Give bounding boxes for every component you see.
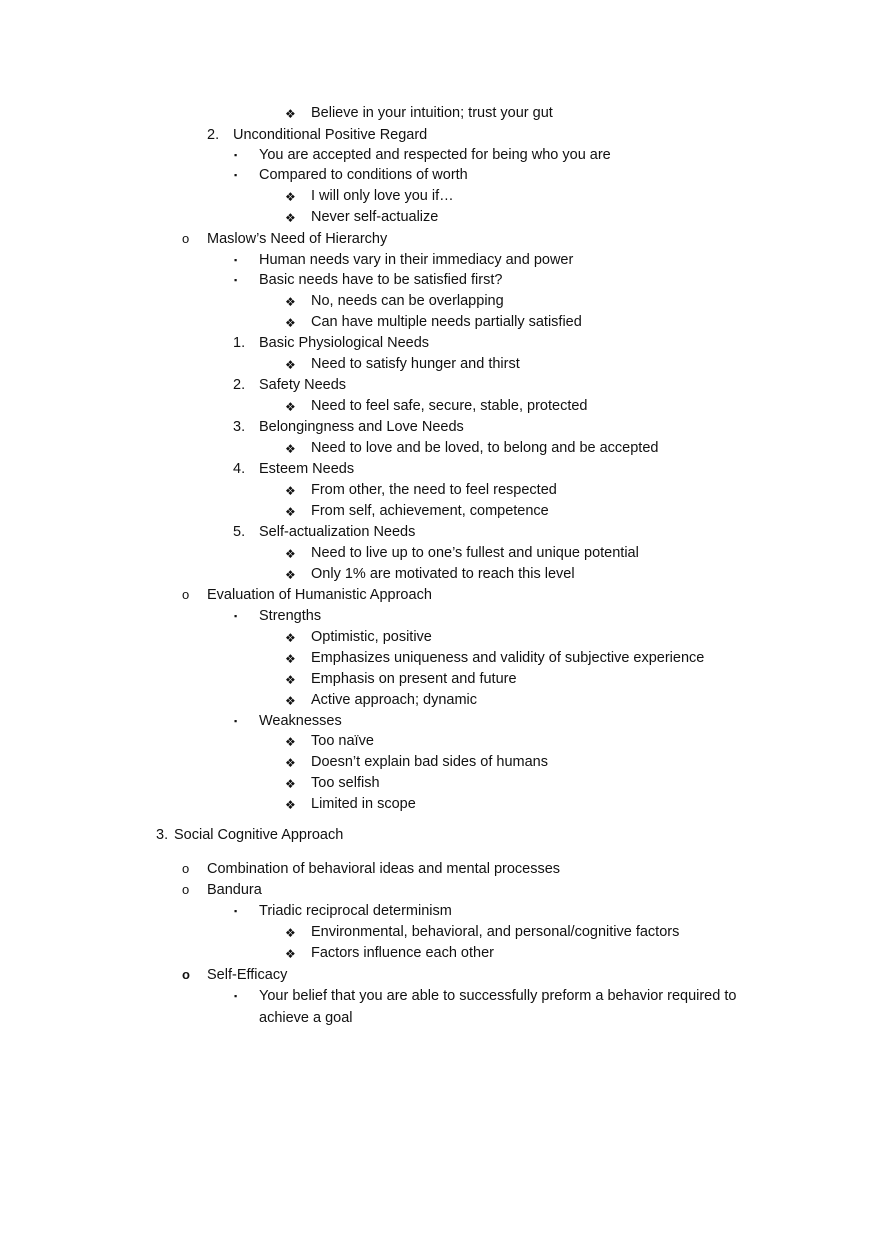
section-number: 3. — [156, 827, 169, 843]
diamond-bullet-icon: ❖ — [285, 484, 296, 498]
list-item-text: Basic Physiological Needs — [259, 335, 430, 351]
section-heading: Social Cognitive Approach — [174, 827, 344, 843]
diamond-bullet-icon: ❖ — [285, 358, 296, 372]
list-item-text: Unconditional Positive Regard — [233, 127, 428, 143]
diamond-bullet-icon: ❖ — [285, 190, 296, 204]
diamond-bullet-icon: ❖ — [285, 652, 296, 666]
diamond-bullet-icon: ❖ — [285, 442, 296, 456]
list-item-text: Bandura — [207, 882, 262, 898]
list-item-text: Believe in your intuition; trust your gut — [311, 105, 553, 121]
circle-bullet-icon: o — [182, 882, 190, 897]
diamond-bullet-icon: ❖ — [285, 777, 296, 791]
square-bullet-icon: ▪ — [234, 611, 238, 621]
list-item-text: Need to feel safe, secure, stable, protected — [311, 398, 588, 414]
diamond-bullet-icon: ❖ — [285, 798, 296, 812]
diamond-bullet-icon: ❖ — [285, 547, 296, 561]
list-item-text: Safety Needs — [259, 377, 347, 393]
diamond-bullet-icon: ❖ — [285, 926, 296, 940]
square-bullet-icon: ▪ — [234, 716, 238, 726]
list-item-text: Strengths — [259, 608, 322, 624]
diamond-bullet-icon: ❖ — [285, 295, 296, 309]
list-number: 2. — [207, 127, 220, 143]
list-item-text: Your belief that you are able to successfully preform a behavior required to achieve a goal — [259, 988, 737, 1026]
circle-bullet-icon: o — [182, 861, 190, 876]
list-item-text: Factors influence each other — [311, 945, 494, 961]
diamond-bullet-icon: ❖ — [285, 505, 296, 519]
list-item-text: No, needs can be overlapping — [311, 293, 504, 309]
list-number: 5. — [233, 524, 246, 540]
circle-bullet-icon: o — [182, 967, 190, 982]
list-item-text: Never self-actualize — [311, 209, 439, 225]
list-item-text: Too selfish — [311, 775, 380, 791]
list-number: 3. — [233, 419, 246, 435]
list-item-text: Need to love and be loved, to belong and be accepted — [311, 440, 659, 456]
list-item-text: Weaknesses — [259, 713, 342, 729]
diamond-bullet-icon: ❖ — [285, 400, 296, 414]
list-item-text: Belongingness and Love Needs — [259, 419, 464, 435]
list-item-text: Too naïve — [311, 733, 374, 749]
list-item-text: You are accepted and respected for being who you are — [259, 147, 611, 163]
diamond-bullet-icon: ❖ — [285, 673, 296, 687]
list-item-text: Only 1% are motivated to reach this level — [311, 566, 575, 582]
list-item-text: I will only love you if… — [311, 188, 454, 204]
list-item-text: Doesn’t explain bad sides of humans — [311, 754, 548, 770]
list-item-text: Emphasis on present and future — [311, 671, 517, 687]
diamond-bullet-icon: ❖ — [285, 211, 296, 225]
circle-bullet-icon: o — [182, 231, 190, 246]
list-item-text: Emphasizes uniqueness and validity of subjective experience — [311, 650, 705, 666]
list-item-text: Evaluation of Humanistic Approach — [207, 587, 432, 603]
list-item-text: Can have multiple needs partially satisfied — [311, 314, 582, 330]
list-number: 2. — [233, 377, 246, 393]
circle-bullet-icon: o — [182, 587, 190, 602]
list-item-text: Need to live up to one’s fullest and unique potential — [311, 545, 639, 561]
diamond-bullet-icon: ❖ — [285, 316, 296, 330]
diamond-bullet-icon: ❖ — [285, 107, 296, 121]
list-item-text: From other, the need to feel respected — [311, 482, 557, 498]
list-item-text: Compared to conditions of worth — [259, 167, 468, 183]
diamond-bullet-icon: ❖ — [285, 568, 296, 582]
diamond-bullet-icon: ❖ — [285, 947, 296, 961]
diamond-bullet-icon: ❖ — [285, 756, 296, 770]
list-item-text: Active approach; dynamic — [311, 692, 478, 708]
diamond-bullet-icon: ❖ — [285, 694, 296, 708]
list-item-text: Self-actualization Needs — [259, 524, 416, 540]
list-item-text: Need to satisfy hunger and thirst — [311, 356, 520, 372]
list-item-text: Environmental, behavioral, and personal/cognitive factors — [311, 924, 680, 940]
list-item-text: Triadic reciprocal determinism — [259, 903, 452, 919]
square-bullet-icon: ▪ — [234, 255, 238, 265]
list-item-text: Limited in scope — [311, 796, 416, 812]
list-item-text: Self-Efficacy — [207, 967, 288, 983]
square-bullet-icon: ▪ — [234, 150, 238, 160]
square-bullet-icon: ▪ — [234, 275, 238, 285]
square-bullet-icon: ▪ — [234, 170, 238, 180]
diamond-bullet-icon: ❖ — [285, 735, 296, 749]
list-item-text: Maslow’s Need of Hierarchy — [207, 231, 388, 247]
list-item-text: Combination of behavioral ideas and mental processes — [207, 861, 561, 877]
list-item-text: From self, achievement, competence — [311, 503, 549, 519]
list-item-text: Esteem Needs — [259, 461, 355, 477]
square-bullet-icon: ▪ — [234, 991, 238, 1001]
list-item-text: Optimistic, positive — [311, 629, 432, 645]
list-number: 1. — [233, 335, 246, 351]
list-number: 4. — [233, 461, 246, 477]
list-item-text: Human needs vary in their immediacy and power — [259, 252, 574, 268]
diamond-bullet-icon: ❖ — [285, 631, 296, 645]
list-item-text: Basic needs have to be satisfied first? — [259, 272, 503, 288]
square-bullet-icon: ▪ — [234, 906, 238, 916]
